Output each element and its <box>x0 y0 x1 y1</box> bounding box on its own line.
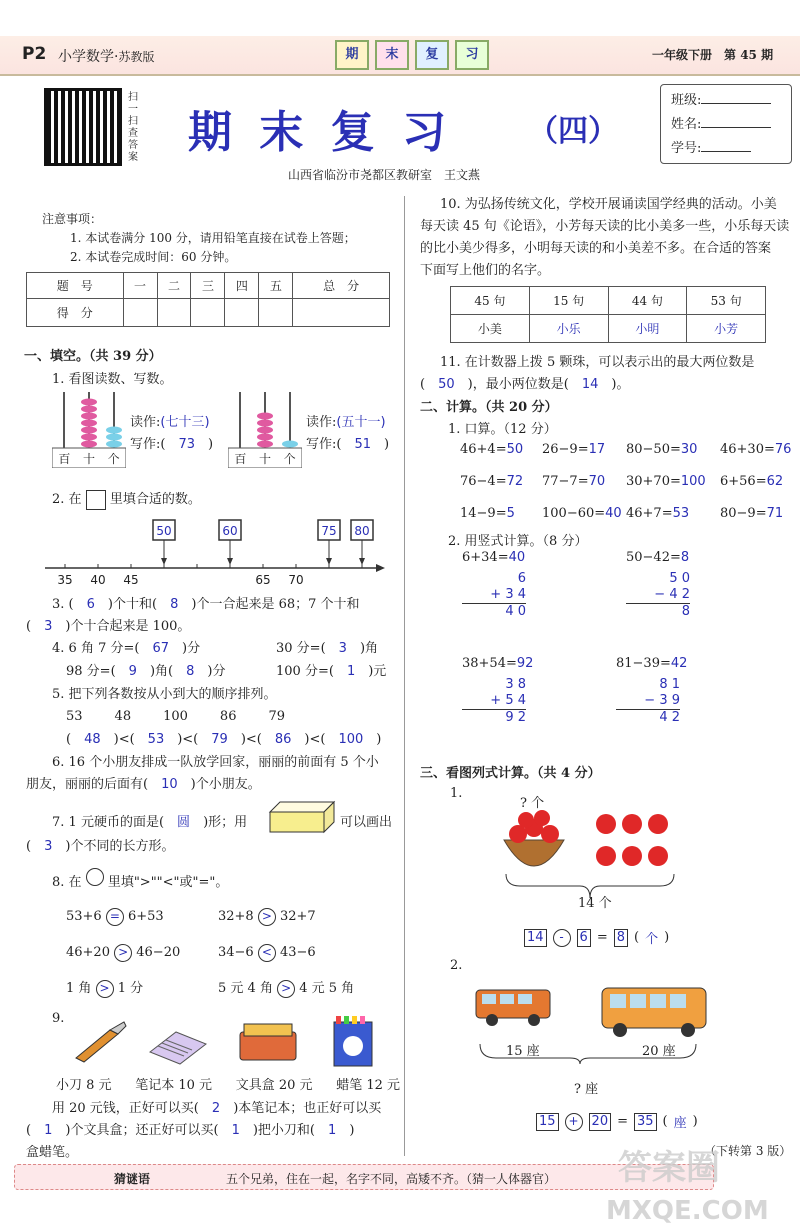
oral-grid: 46+4=50 26−9=17 80−50=30 46+30=76 76−4=72 77−7=70 30+70=100 6+56=62 14−9=5 100−60=40 46+7=53 80−9=71 <box>460 442 792 521</box>
question-3: 3. ( 6 )个十和( 8 )个一合起来是 68；7 个十和 <box>52 597 360 612</box>
q5-answer: ( 48 )<( 53 )<( 79 )<( 86 )<( 100 ) <box>66 732 382 747</box>
notebook-icon <box>146 1022 210 1066</box>
nl-box: 75 <box>321 524 337 538</box>
next-page-note: （下转第 3 版） <box>704 1144 792 1158</box>
question-4c: 98 分=( 9 )角( 8 )分 <box>66 664 226 679</box>
banner-tile: 末 <box>375 40 409 70</box>
nl-tick: 65 <box>255 573 271 587</box>
section-1-title: 一、填空。（共 39 分） <box>24 349 162 364</box>
compare-row: 46+20 > 46−20 <box>66 945 181 960</box>
qr-code-icon[interactable] <box>44 88 122 166</box>
vertical-calc: 50−42=8 5 0 − 4 2 8 <box>626 550 690 619</box>
riddle-text: 五个兄弟，住在一起，名字不同，高矮不齐。（猜一人体器官） <box>226 1172 557 1186</box>
vertical-title: 2. 用竖式计算。（8 分） <box>448 534 588 549</box>
nl-tick: 45 <box>123 573 139 587</box>
watermark-logo: 答案圈 <box>618 1148 720 1188</box>
question-1: 1. 看图读数、写数。 <box>52 372 173 387</box>
question-10: 10. 为弘扬传统文化，学校开展诵读国学经典的活动。小美 每天读 45 句《论语》，小芳每天读的比小美多一些，小乐每天读 的比小美少得多，小明每天读的和小美差不多。在合适的答案 下面写上他们的名字。 <box>420 197 790 278</box>
banner-tile: 期 <box>335 40 369 70</box>
bus-label-1: 15 座 <box>506 1044 540 1059</box>
nl-tick: 35 <box>57 573 73 587</box>
notice: 注意事项： 1. 本试卷满分 100 分，请用铅笔直接在试卷上答题； 2. 本试卷完成时间：60 分钟。 <box>42 212 356 264</box>
subject: 小学数学·苏教版 <box>58 49 155 65</box>
nl-tick: 70 <box>288 573 304 587</box>
nl-box: 50 <box>156 524 172 538</box>
crayon-box-icon <box>330 1014 378 1068</box>
nl-box: 60 <box>222 524 238 538</box>
answer-1: 读作:(七十三) 写作:( 73 ) <box>130 415 214 452</box>
title-number: （四） <box>528 114 618 149</box>
q9-items: 小刀 8 元 笔记本 10 元 文具盒 20 元 蜡笔 12 元 <box>56 1078 400 1093</box>
name-field[interactable] <box>701 127 771 128</box>
question-6b: 朋友，丽丽的后面有( 10 )个小朋友。 <box>26 777 261 792</box>
scan-label: 扫一扫 查答案 <box>128 92 138 163</box>
student-form: 班级: 姓名: 学号: <box>660 84 792 164</box>
question-8: 8. 在 里填">""<"或"="。 <box>52 868 228 896</box>
bus-label-2: 20 座 <box>642 1044 676 1059</box>
question-11b: ( 50 )，最小两位数是( 14 )。 <box>420 377 630 392</box>
question-4a: 4. 6 角 7 分=( 67 )分 <box>52 641 201 656</box>
pencil-box-icon <box>236 1018 300 1066</box>
compare-row: 34−6 < 43−6 <box>218 945 316 960</box>
answer-2: 读作:(五十一) 写作:( 51 ) <box>306 415 390 452</box>
knife-icon <box>70 1020 130 1064</box>
page-number: P2 <box>22 44 47 64</box>
section-2-title: 二、计算。（共 20 分） <box>420 400 558 415</box>
q5-numbers: 53 48 100 86 79 <box>66 709 286 724</box>
banner-tile: 习 <box>455 40 489 70</box>
compare-row: 1 角 > 1 分 <box>66 981 144 996</box>
equation-2: 15 + 20 = 35 ( 座 ) <box>536 1112 698 1131</box>
vertical-calc: 6+34=40 6 + 3 4 4 0 <box>462 550 526 619</box>
nl-tick: 40 <box>90 573 106 587</box>
page-title: 期 末 复 习 <box>188 107 452 158</box>
question-7c: ( 3 )个不同的长方形。 <box>26 839 175 854</box>
compare-row: 32+8 > 32+7 <box>218 909 316 924</box>
vertical-calc: 81−39=42 8 1 − 3 9 4 2 <box>616 656 688 725</box>
compare-row: 5 元 4 角 > 4 元 5 角 <box>218 981 355 996</box>
question-9: 9. <box>52 1011 65 1026</box>
compare-row: 53+6 = 6+53 <box>66 909 164 924</box>
banner-tile: 复 <box>415 40 449 70</box>
equation-1: 14 - 6 = 8 ( 个 ) <box>524 928 669 947</box>
banner-tiles <box>335 40 489 70</box>
q9-text-1: 用 20 元钱，正好可以买( 2 )本笔记本；也正好可以买 <box>52 1101 382 1116</box>
riddle-label: 猜谜语 <box>114 1172 151 1186</box>
question-7: 7. 1 元硬币的面是( 圆 )形；用 <box>52 815 248 830</box>
issue-info: 一年级下册 第 45 期 <box>652 48 774 62</box>
question-7b: 可以画出 <box>340 815 393 830</box>
number-line <box>40 518 390 588</box>
q10-table: 45 句 15 句 44 句 53 句 小美 小乐 小明 小芳 <box>450 286 766 343</box>
abacus-2: 百 十 个 <box>228 392 302 468</box>
q9-text-2: ( 1 )个文具盒；还正好可以买( 1 )把小刀和( 1 ) <box>26 1123 355 1138</box>
question-11: 11. 在计数器上拨 5 颗珠，可以表示出的最大两位数是 <box>440 355 755 370</box>
watermark-site: MXQE.COM <box>606 1196 769 1226</box>
section-3-title: 三、看图列式计算。（共 4 分） <box>420 766 601 781</box>
s3-q1: 1. <box>450 786 463 801</box>
column-divider <box>404 196 405 1156</box>
cuboid-icon <box>268 800 336 834</box>
question-4b: 30 分=( 3 )角 <box>276 641 379 656</box>
s3-question-2: ? 座 <box>574 1082 599 1097</box>
question-4d: 100 分=( 1 )元 <box>276 664 387 679</box>
q9-text-3: 盒蜡笔。 <box>26 1145 79 1160</box>
question-6: 6. 16 个小朋友排成一队放学回家，丽丽的前面有 5 个小 <box>52 755 379 770</box>
nl-box: 80 <box>354 524 370 538</box>
class-field[interactable] <box>701 103 771 104</box>
question-2: 2. 在 里填合适的数。 <box>52 488 201 510</box>
id-field[interactable] <box>701 151 751 152</box>
oral-title: 1. 口算。（12 分） <box>448 422 557 437</box>
abacus-1: 百 十 个 <box>52 392 126 468</box>
s3-q2: 2. <box>450 958 463 973</box>
s3-question: ? 个 <box>520 796 545 811</box>
score-table: 题 号 一 二 三 四 五 总 分 得 分 <box>26 272 390 327</box>
s3-total: 14 个 <box>578 896 612 911</box>
author: 山西省临汾市尧都区教研室 王文燕 <box>288 168 481 182</box>
question-3b: ( 3 )个十合起来是 100。 <box>26 619 191 634</box>
question-5: 5. 把下列各数按从小到大的顺序排列。 <box>52 687 277 702</box>
vertical-calc: 38+54=92 3 8 + 5 4 9 2 <box>462 656 534 725</box>
